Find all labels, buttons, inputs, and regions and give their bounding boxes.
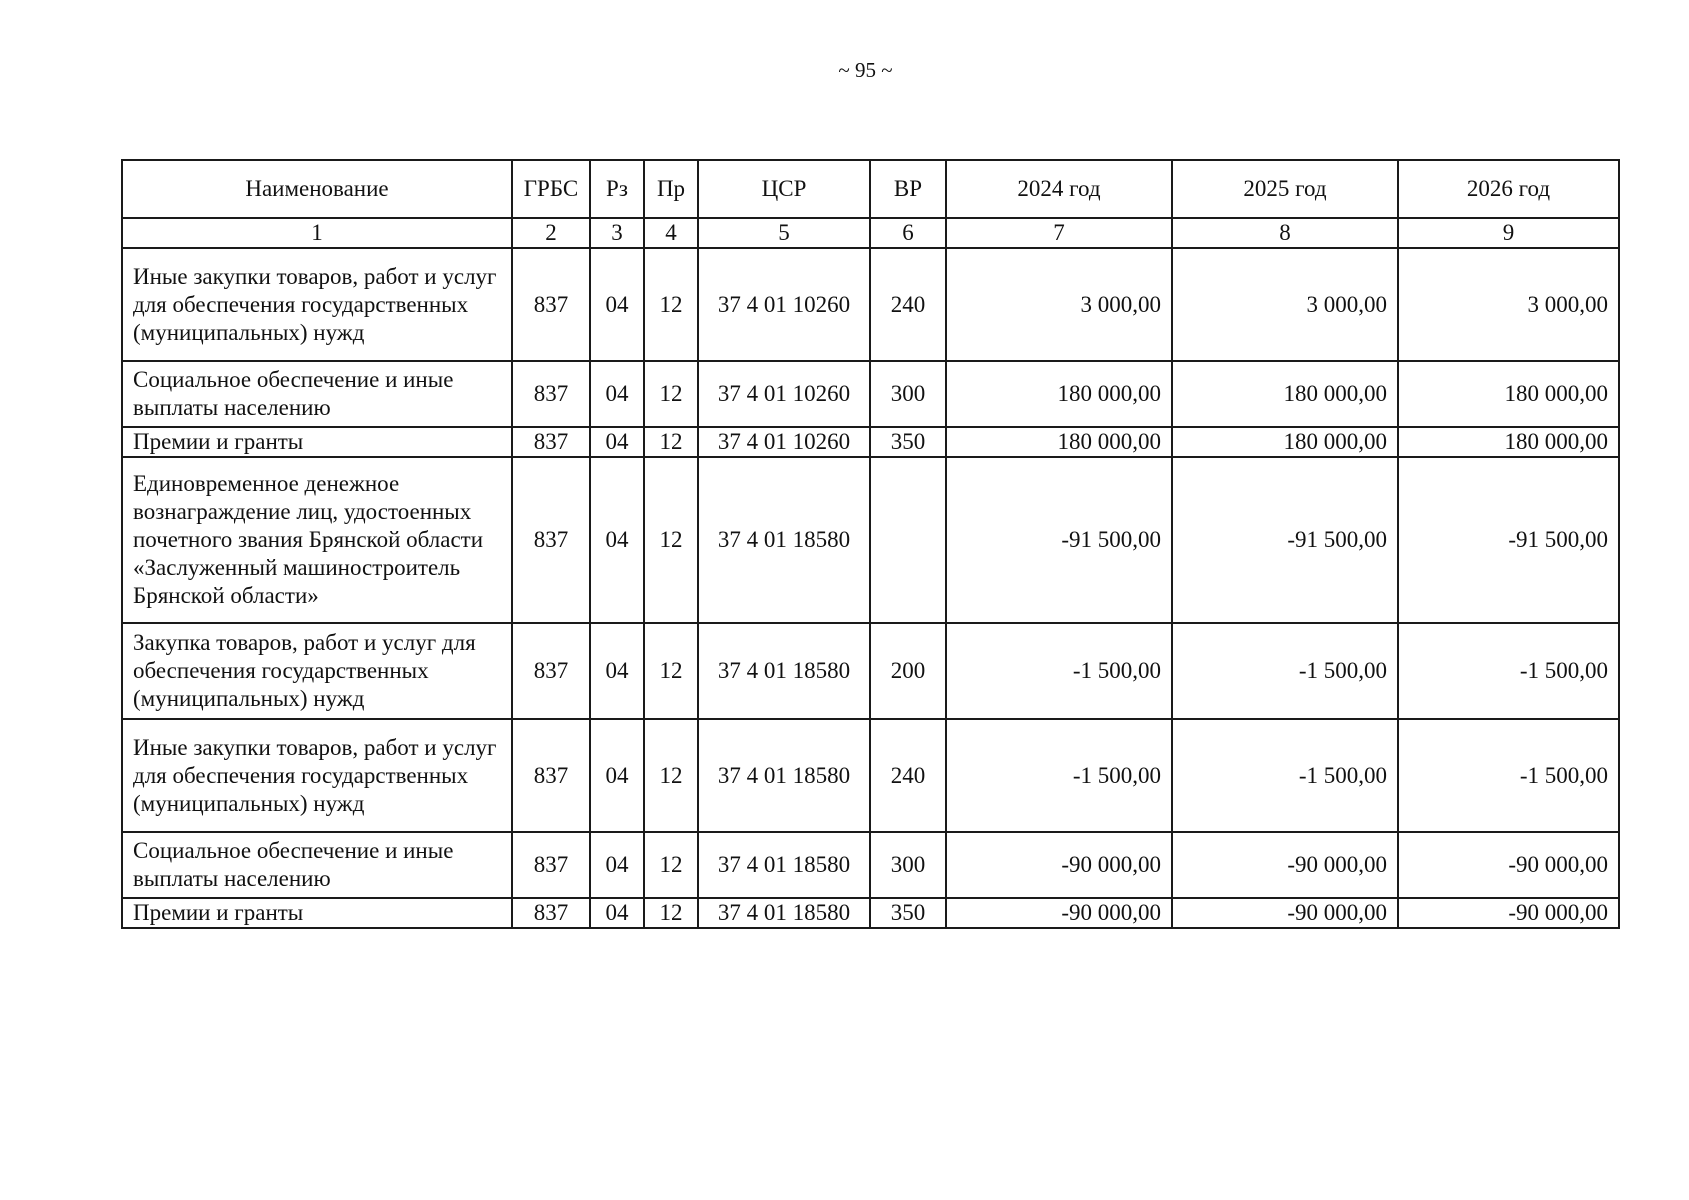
header-name: Наименование	[122, 160, 512, 218]
table-row	[122, 248, 1619, 361]
row-amount-2026: -1 500,00	[1398, 719, 1619, 832]
header-2024: 2024 год	[946, 160, 1172, 218]
table-row	[122, 832, 1619, 898]
row-name: Социальное обеспечение и иные выплаты населению	[122, 361, 512, 427]
row-name: Закупка товаров, работ и услуг для обеспечения государственных (муниципальных) нужд	[122, 623, 512, 719]
table-row	[122, 719, 1619, 832]
column-number: 7	[946, 218, 1172, 248]
row-amount-2026: 3 000,00	[1398, 248, 1619, 361]
row-amount-2025: -91 500,00	[1172, 457, 1398, 623]
column-number: 5	[698, 218, 870, 248]
row-rz: 04	[590, 361, 644, 427]
row-pr: 12	[644, 832, 698, 898]
row-vr: 350	[870, 898, 946, 928]
column-number: 4	[644, 218, 698, 248]
header-csr: ЦСР	[698, 160, 870, 218]
table-row	[122, 623, 1619, 719]
table-row	[122, 457, 1619, 623]
row-amount-2025: 180 000,00	[1172, 427, 1398, 457]
table-row	[122, 427, 1619, 457]
row-vr: 240	[870, 719, 946, 832]
row-amount-2025: 180 000,00	[1172, 361, 1398, 427]
row-vr: 300	[870, 832, 946, 898]
header-2025: 2025 год	[1172, 160, 1398, 218]
row-amount-2026: 180 000,00	[1398, 427, 1619, 457]
budget-table	[121, 159, 1620, 929]
row-amount-2024: 180 000,00	[946, 361, 1172, 427]
row-rz: 04	[590, 832, 644, 898]
row-rz: 04	[590, 457, 644, 623]
row-amount-2025: -1 500,00	[1172, 719, 1398, 832]
row-csr: 37 4 01 18580	[698, 898, 870, 928]
row-pr: 12	[644, 719, 698, 832]
row-rz: 04	[590, 427, 644, 457]
row-amount-2026: -1 500,00	[1398, 623, 1619, 719]
page-number: ~ 95 ~	[838, 58, 893, 82]
header-rz: Рз	[590, 160, 644, 218]
row-pr: 12	[644, 623, 698, 719]
row-grbs: 837	[512, 248, 590, 361]
row-pr: 12	[644, 248, 698, 361]
column-number: 1	[122, 218, 512, 248]
row-rz: 04	[590, 248, 644, 361]
table-row	[122, 361, 1619, 427]
row-vr	[870, 457, 946, 623]
row-name: Премии и гранты	[122, 427, 512, 457]
row-amount-2026: -91 500,00	[1398, 457, 1619, 623]
column-number: 3	[590, 218, 644, 248]
row-csr: 37 4 01 18580	[698, 832, 870, 898]
row-vr: 300	[870, 361, 946, 427]
row-csr: 37 4 01 18580	[698, 623, 870, 719]
row-amount-2024: -1 500,00	[946, 623, 1172, 719]
column-number: 2	[512, 218, 590, 248]
row-csr: 37 4 01 18580	[698, 719, 870, 832]
row-name: Единовременное денежное вознаграждение лиц, удостоенных почетного звания Брянской области «Заслуженный машиностроитель Брянской области»	[122, 457, 512, 623]
table-header-row	[122, 160, 1619, 218]
row-amount-2024: -1 500,00	[946, 719, 1172, 832]
row-grbs: 837	[512, 427, 590, 457]
row-grbs: 837	[512, 832, 590, 898]
header-2026: 2026 год	[1398, 160, 1619, 218]
row-csr: 37 4 01 18580	[698, 457, 870, 623]
row-pr: 12	[644, 898, 698, 928]
row-vr: 240	[870, 248, 946, 361]
column-number: 6	[870, 218, 946, 248]
column-number-row	[122, 218, 1619, 248]
column-number: 8	[1172, 218, 1398, 248]
row-csr: 37 4 01 10260	[698, 427, 870, 457]
row-pr: 12	[644, 427, 698, 457]
row-name: Премии и гранты	[122, 898, 512, 928]
row-csr: 37 4 01 10260	[698, 361, 870, 427]
row-amount-2024: -91 500,00	[946, 457, 1172, 623]
row-amount-2024: 3 000,00	[946, 248, 1172, 361]
row-grbs: 837	[512, 361, 590, 427]
row-amount-2026: -90 000,00	[1398, 832, 1619, 898]
row-pr: 12	[644, 361, 698, 427]
row-grbs: 837	[512, 623, 590, 719]
row-amount-2025: 3 000,00	[1172, 248, 1398, 361]
row-name: Иные закупки товаров, работ и услуг для обеспечения государственных (муниципальных) нужд	[122, 719, 512, 832]
row-vr: 200	[870, 623, 946, 719]
column-number: 9	[1398, 218, 1619, 248]
row-amount-2025: -1 500,00	[1172, 623, 1398, 719]
row-name: Иные закупки товаров, работ и услуг для обеспечения государственных (муниципальных) нужд	[122, 248, 512, 361]
row-pr: 12	[644, 457, 698, 623]
row-amount-2025: -90 000,00	[1172, 898, 1398, 928]
row-amount-2026: -90 000,00	[1398, 898, 1619, 928]
row-amount-2024: -90 000,00	[946, 898, 1172, 928]
row-rz: 04	[590, 623, 644, 719]
header-pr: Пр	[644, 160, 698, 218]
row-grbs: 837	[512, 898, 590, 928]
row-amount-2024: 180 000,00	[946, 427, 1172, 457]
table-row	[122, 898, 1619, 928]
row-csr: 37 4 01 10260	[698, 248, 870, 361]
row-amount-2024: -90 000,00	[946, 832, 1172, 898]
row-rz: 04	[590, 719, 644, 832]
row-name: Социальное обеспечение и иные выплаты населению	[122, 832, 512, 898]
row-amount-2026: 180 000,00	[1398, 361, 1619, 427]
header-vr: ВР	[870, 160, 946, 218]
row-amount-2025: -90 000,00	[1172, 832, 1398, 898]
header-grbs: ГРБС	[512, 160, 590, 218]
row-grbs: 837	[512, 719, 590, 832]
row-grbs: 837	[512, 457, 590, 623]
row-vr: 350	[870, 427, 946, 457]
row-rz: 04	[590, 898, 644, 928]
